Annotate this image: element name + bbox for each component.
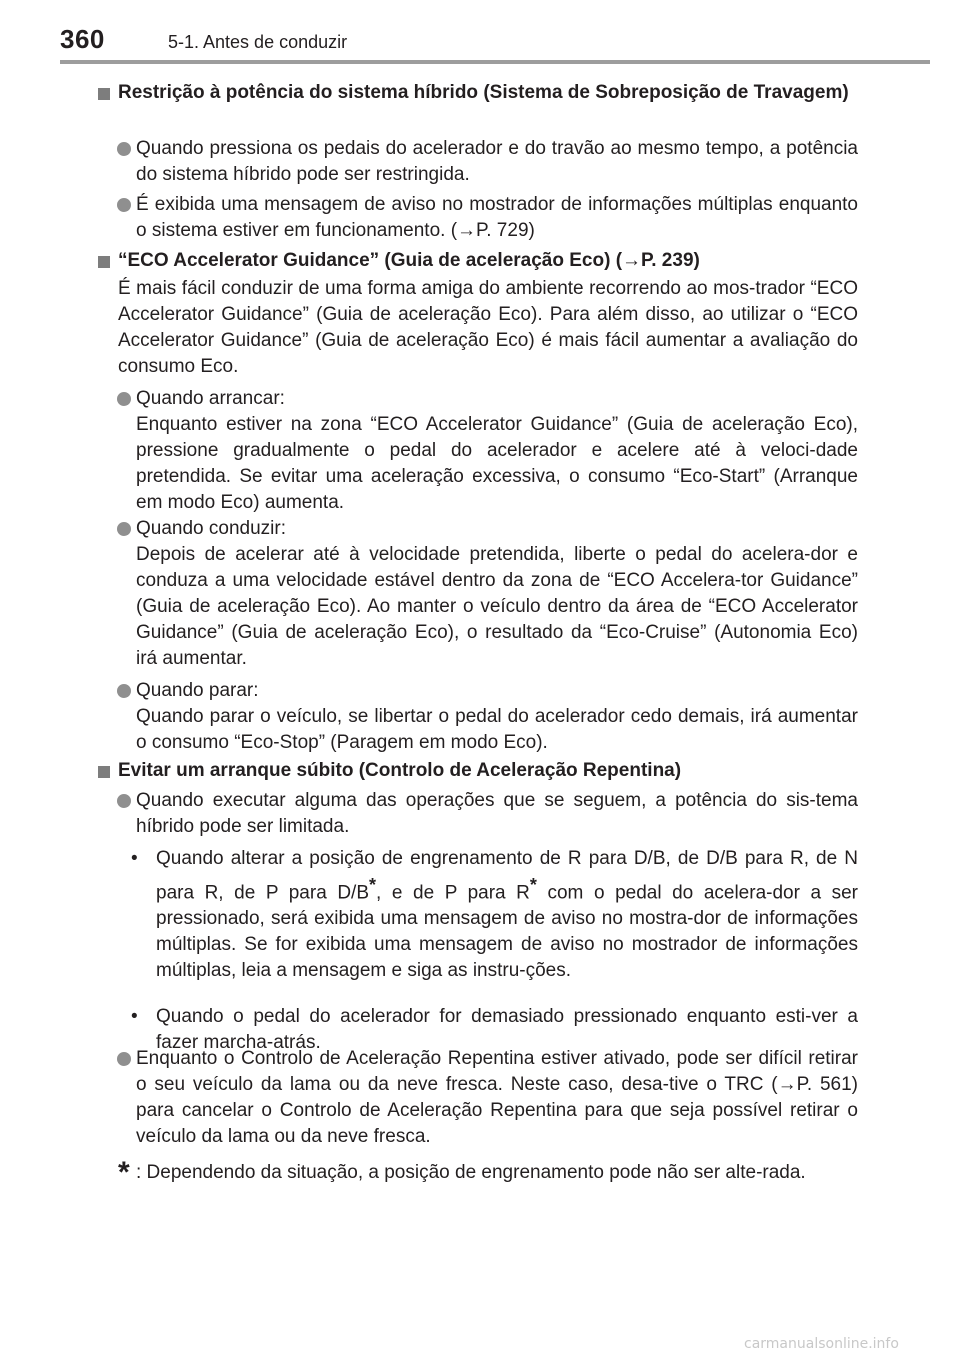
- section-title: 5-1. Antes de conduzir: [168, 32, 348, 52]
- bullet-starting-title: Quando arrancar:: [136, 388, 285, 409]
- page-header: [0, 0, 960, 62]
- heading-hybrid-power-restriction: Restrição à potência do sistema híbrido (Sistema de Sobreposição de Travagem): [118, 82, 849, 103]
- circle-bullet-icon: [117, 794, 131, 808]
- bullet-driving-title: Quando conduzir:: [136, 518, 286, 539]
- footnote-text: : Dependendo da situação, a posição de engrenamento pode não ser alte-rada.: [136, 1162, 806, 1183]
- bullet-pedals-pressed: Quando pressiona os pedais do acelerador e do travão ao mesmo tempo, a potência do sistema híbrido pode ser restringida.: [136, 138, 858, 185]
- circle-bullet-icon: [117, 392, 131, 406]
- dot-item-reverse: Quando o pedal do acelerador for demasiado pressionado enquanto esti-ver a fazer marcha-atrás.: [156, 1006, 858, 1053]
- page-number: 360: [60, 24, 105, 54]
- footnote-asterisk: *: [118, 1156, 130, 1189]
- square-bullet-icon: [98, 88, 110, 100]
- square-bullet-icon: [98, 256, 110, 268]
- bullet-stopping-title: Quando parar:: [136, 680, 259, 701]
- watermark: carmanualsonline.info: [744, 1336, 899, 1352]
- circle-bullet-icon: [117, 522, 131, 536]
- dot-item-shift-position: Quando alterar a posição de engrenamento de R para D/B, de D/B para R, de N para R, de P para D/B*, e de P para R* com o pedal do acelera-dor a ser pressionado, será exibida uma mensagem de aviso no mostra-dor de informações múltiplas. Se for exibida uma mensagem de aviso no mostrador de informações múltiplas, leia a mensagem e siga as instru-ções.: [156, 848, 859, 982]
- paragraph-eco-guidance: É mais fácil conduzir de uma forma amiga do ambiente recorrendo ao mos-trador “ECO Accelerator Guidance” (Guia de aceleração Eco). Para além disso, ao utilizar o “ECO Accelerator Guidance” (Guia de aceleração Eco) é mais fácil aumentar a avaliação do consumo Eco.: [118, 278, 858, 377]
- bullet-stopping: [136, 678, 858, 756]
- bullet-starting: [136, 386, 858, 516]
- bullet-driving: [136, 516, 858, 672]
- dot-bullet-icon: •: [131, 848, 138, 869]
- circle-bullet-icon: [117, 142, 131, 156]
- bullet-power-limited: Quando executar alguma das operações que se seguem, a potência do sis-tema híbrido pode ser limitada.: [136, 790, 858, 837]
- heading-sudden-start: Evitar um arranque súbito (Controlo de Aceleração Repentina): [118, 760, 682, 781]
- circle-bullet-icon: [117, 198, 131, 212]
- bullet-warning-message: É exibida uma mensagem de aviso no mostrador de informações múltiplas enquanto o sistema estiver em funcionamento. (→P. 729): [136, 194, 858, 241]
- circle-bullet-icon: [117, 1052, 131, 1066]
- bullet-mud-snow: Enquanto o Controlo de Aceleração Repentina estiver ativado, pode ser difícil retirar o seu veículo da lama ou da neve fresca. Neste caso, desa-tive o TRC (→P. 561) para cancelar o Controlo de Aceleração Repentina para que seja possível retirar o veículo da lama ou da neve fresca.: [136, 1048, 858, 1147]
- heading-eco-accelerator-guidance: “ECO Accelerator Guidance” (Guia de aceleração Eco) (→P. 239): [118, 250, 700, 271]
- bullet-driving-text: Depois de acelerar até à velocidade pretendida, liberte o pedal do acelera-dor e conduza a uma velocidade estável dentro da zona de “ECO Accelera-tor Guidance” (Guia de aceleração Eco). Ao manter o veículo dentro da área de “ECO Accelerator Guidance” (Guia de aceleração Eco), o resultado da “Eco-Cruise” (Autonomia Eco) irá aumentar.: [136, 544, 858, 669]
- bullet-stopping-text: Quando parar o veículo, se libertar o pedal do acelerador cedo demais, irá aumentar o consumo “Eco-Stop” (Paragem em modo Eco).: [136, 706, 858, 753]
- bullet-starting-text: Enquanto estiver na zona “ECO Accelerator Guidance” (Guia de aceleração Eco), pressione gradualmente o pedal do acelerador e acelere até à veloci-dade pretendida. Se evitar uma aceleração excessiva, o consumo “Eco-Start” (Arranque em modo Eco) aumenta.: [136, 414, 858, 513]
- circle-bullet-icon: [117, 684, 131, 698]
- square-bullet-icon: [98, 766, 110, 778]
- header-rule: [60, 60, 930, 64]
- dot-bullet-icon: •: [131, 1006, 138, 1027]
